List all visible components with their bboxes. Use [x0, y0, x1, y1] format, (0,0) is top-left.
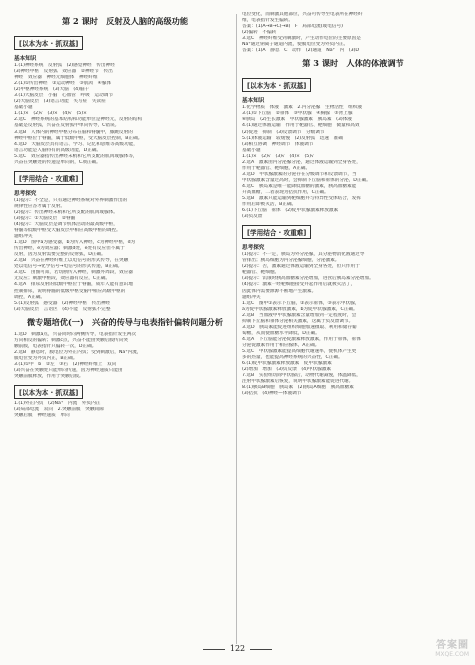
- answer-line: 甲状腺激素含量过高时，会抑制下丘脑和垂体的分泌，D正确。: [242, 177, 371, 183]
- answer-line: 5.选B 激素只能运输到靶细胞并与特异性受体结合，发挥: [242, 196, 361, 202]
- answer-line: (3)相互协调 神经调节 体液调节: [242, 141, 314, 147]
- answer-line: 6.(1)下丘脑 垂体 (2)促甲状腺激素释放激素: [242, 208, 339, 214]
- answer-line: (2)偏转 不偏转: [242, 30, 277, 36]
- answer-line: 2.(1)①传出神经 ②运动神经 ③肌肉 ④腺体: [14, 81, 112, 87]
- answer-line: 语言功能是人脑特有的高级功能，D正确。: [14, 147, 102, 153]
- answer-line: 反射，因为反射需要完整的反射弧，D正确。: [14, 252, 106, 258]
- answer-line: 5.选C 效应器指传出神经末梢和它所支配的肌肉或腺体等，: [14, 153, 138, 159]
- answer-line: 题组冲关: [14, 234, 33, 240]
- answer-line: 3.选B 人体内的神经中枢分布在脑和脊髓中，膝跳反射的: [14, 129, 133, 135]
- answer-line: (2)增加 增加 (3)负反馈 (4)甲状腺激素: [242, 367, 332, 373]
- answer-line: 4.选A 下丘脑能分泌促激素释放激素，作用于垂体，垂体: [242, 336, 361, 342]
- answer-line: 3.(1)①下丘脑 ②垂体 ③甲状腺 ④胸腺 ⑤肾上腺: [242, 111, 353, 117]
- answer-line: (1)提示：不全是，只有通过神经系统对外界刺激作出的: [14, 197, 128, 203]
- answer-line: 4.(1)通过体液运输 作用于靶器官、靶细胞 微量和高效: [242, 123, 360, 129]
- answer-line: 5.(1)反射弧 感受器 (2)神经中枢 传出神经: [14, 300, 111, 306]
- answer-line: 突触后膜 神经递质 单向: [14, 413, 70, 419]
- answer-line: a为促甲状腺激素释放激素，b为促甲状腺激素，C正确。: [242, 306, 358, 312]
- answer-line: (3)兴奋在突触处只能单向传递，因为神经递质只能由: [14, 367, 123, 373]
- subsection-heading: 基本知识: [14, 56, 37, 62]
- lesson-title: 第 3 课时 人体的体液调节: [302, 58, 404, 69]
- page-number: [0, 644, 475, 653]
- answer-line: 传出神经，e为效应器；刺激d处，e处有反应但不属于: [14, 246, 125, 252]
- answer-line: 管排出；胰岛细胞为内分泌腺细胞，分泌激素。: [242, 258, 340, 264]
- answer-line: 神经中枢位于脊髓，属于低级中枢，受大脑皮层控制，B正确。: [14, 135, 143, 141]
- answer-line: 6.(1)促甲状腺激素释放激素 促甲状腺激素: [242, 361, 332, 367]
- answer-line: 膜电位变为外负内正，B正确。: [14, 355, 78, 361]
- right-column: [242, 12, 464, 397]
- answer-line: (4)提示：激素一经靶细胞接受并起作用后就被灭活了，: [242, 282, 356, 288]
- left-column: [14, 12, 236, 419]
- answer-line: 1.(1)神经系统 反射弧 (2)感觉神经 传出神经: [14, 63, 115, 68]
- answer-line: (2)促进 抑制 (3)反馈调节 分级调节: [242, 129, 325, 135]
- answer-line: 方向相反的偏转；刺激c点，兴奋不能由突触后膜传向突: [14, 337, 128, 343]
- answer-line: 作用后即被灭活，B正确。: [242, 202, 297, 208]
- answer-line: 控制排尿，说明脊髓的低级中枢受脑中相应高级中枢的: [14, 288, 126, 294]
- answer-line: (3)局部电流 双向 2.突触前膜 突触间隙: [14, 407, 104, 413]
- answer-line: 3.(1)大脑皮层 小脑 心血管 呼吸 运动调节: [14, 93, 113, 99]
- answer-line: 1.(1)× (2)√ (3)× (4)√ (5)×: [14, 111, 87, 117]
- answer-line: 4.选C 胰岛素是唯一能降低血糖的激素，胰高血糖素能: [242, 183, 357, 189]
- answer-line: 神经 效应器 神经元细胞体 神经纤维: [14, 75, 98, 81]
- answer-line: 分泌促激素作用于相应腺体，A正确。: [242, 342, 320, 348]
- answer-line: (3)拮抗 (4)神经—体液调节: [242, 391, 302, 397]
- answer-line: (3)提示：①大脑皮层 ②脊髓: [14, 215, 76, 221]
- answer-line: 1.(1)× (2)√ (3)√ (4)× (5)√: [242, 153, 314, 159]
- answer-line: 基础是反射弧，兴奋在反射弧中单向传导，C错误。: [14, 123, 120, 129]
- answer-line: 突触前膜释放，作用于突触后膜。: [14, 374, 84, 380]
- answer-line: 无反应；刺激中枢段，效应器有反应，C正确。: [14, 276, 110, 282]
- column-divider: [236, 14, 237, 644]
- answer-line: Na⁺通过钠离子通道内流，使膜电位变为外负内正。: [242, 42, 349, 48]
- answer-block: [14, 63, 236, 166]
- answer-line: 5.(1)体液运输 较缓慢 (2)反射弧 迅速 准确: [242, 135, 343, 141]
- answer-line: 1.选D 图中a为感受器，b为传入神经，c为神经中枢，d为: [14, 240, 136, 246]
- answer-block: [14, 332, 236, 380]
- answer-line: 处以电信号→化学信号→电信号的形式传递，B正确。: [14, 264, 123, 270]
- answer-line: 答案：(1)A 静息 C 动作 (2)通道 Na⁺ 内 (3)D: [242, 48, 359, 54]
- answer-line: 触前膜，电表指针只偏转一次，D正确。: [14, 343, 97, 349]
- section-heading: [以本为本 · 抓双基]: [242, 78, 311, 92]
- section-heading: [学用结合 · 攻重难]: [14, 171, 83, 185]
- answer-line: 题组冲关: [242, 294, 261, 300]
- answer-line: 5.选C 甲状腺激素能提高细胞代谢速率，使机体产生更: [242, 348, 357, 354]
- answer-line: (3)提示：饥饿时胰高血糖素分泌增加，进食后胰岛素分泌增加。: [242, 276, 374, 282]
- answer-line: (2)大脑皮层 (3)语言功能 失写症 失读症: [14, 99, 106, 105]
- answer-line: 脊髓等低级中枢受大脑皮层中相应高级中枢的调控。: [14, 228, 121, 234]
- answer-line: 升高血糖，二者表现为拮抗作用，C正确。: [242, 189, 329, 195]
- answer-line: 1.化学物质 体液 激素 2.内分泌腺 生物活性 组织液: [242, 105, 363, 111]
- answer-line: (2)中枢神经系统 (3)大脑 (4)脑干: [14, 87, 90, 93]
- answer-line: 4.选A 排尿反射的低级中枢位于脊髓，成年人能有意识地: [14, 282, 133, 288]
- answer-line: (2)提示：传出神经末梢和它所支配的肌肉或腺体。: [14, 209, 118, 215]
- answer-line: 兴奋在突触处的传递是单向的，C项正确。: [14, 159, 101, 165]
- answer-line: 靶器官、靶细胞。: [242, 270, 280, 276]
- answer-line: 规律性应答才属于反射。: [14, 203, 66, 209]
- answer-line: ⑥胰岛 (2)生长激素 甲状腺激素 胰岛素 (3)体液: [242, 117, 352, 123]
- micro-topic-title: 微专题培优(一) 兴奋的传导与电表指针偏转问题分析: [26, 316, 224, 327]
- page-number-dash: [250, 649, 272, 650]
- answer-line: 2.选B 静息时，膜电位为外正内负；受到刺激后，Na⁺内流，: [14, 349, 142, 355]
- subsection-heading: 基本知识: [242, 98, 265, 105]
- answer-line: 1.选D 刺激a点，兴奋同时向两侧传导，电表指针发生两次: [14, 331, 137, 337]
- answer-line: 电位变化，而刺激其他部位，兴奋可传导至电表所在神经纤: [242, 12, 363, 17]
- answer-line: 基础小题: [14, 105, 33, 111]
- answer-line: 7.选B 实验组切除甲状腺后，动物代谢减慢，体温降低，: [242, 373, 361, 379]
- answer-line: 3.(1)①中 b ②左 ③右 (2)神经纤维上 双向: [14, 361, 117, 367]
- answer-line: 3.选D 甲状腺激素的分泌存在分级调节和反馈调节，当: [242, 171, 357, 177]
- section-heading: [以本为本 · 抓双基]: [14, 385, 83, 399]
- answer-line: 1.选C 图中①表示下丘脑，②表示垂体，③表示甲状腺，: [242, 300, 360, 306]
- answer-line: 1.(1)外正内负 (2)Na⁺ 内流 外负内正: [14, 401, 101, 407]
- answer-line: 3.选C 神经纤维受到刺激时，产生动作电位的主要原因是: [242, 36, 361, 42]
- answer-line: 答案：(1)A→B→C(→B) F 局部电流(或电信号): [242, 24, 343, 30]
- answer-block: [14, 198, 236, 313]
- answer-line: 2.选A 激素由内分泌腺分泌，通过体液运输到全身各处，: [242, 159, 361, 165]
- watermark-text: 答案圈: [436, 640, 469, 651]
- answer-line: 抑制下丘脑和垂体分泌相关激素，这属于负反馈调节。: [242, 318, 354, 324]
- answer-line: 3.选C 由图可知，若切断传入神经，刺激外周段，效应器: [14, 270, 133, 276]
- answer-block: [14, 401, 236, 419]
- section-heading: [以本为本 · 抓双基]: [14, 36, 83, 50]
- answer-line: 2.选B 兴奋在神经纤维上以电信号的形式传导，在突触: [14, 258, 129, 264]
- answer-block: [242, 12, 464, 54]
- answer-line: (4)提示：大脑皮层是调节机体活动的最高级中枢，: [14, 221, 118, 227]
- answer-block: [242, 252, 464, 397]
- answer-line: 2.选C 神经系统的基本结构和功能单位是神经元，反射的结构: [14, 117, 143, 123]
- answer-line: 8.(1)胰岛B细胞 胰岛素 (2)胰岛A细胞 胰高血糖素: [242, 385, 354, 391]
- answer-line: 注射甲状腺激素后恢复，说明甲状腺激素能促进代谢。: [242, 379, 354, 385]
- answer-line: 作用于靶器官、靶细胞，A正确。: [242, 165, 311, 171]
- watermark-logo: [435, 636, 469, 658]
- answer-line: 3.选D 胰岛素能促进组织细胞加速摄取、利用和储存葡: [242, 324, 357, 330]
- watermark-url: MXQE.COM: [435, 651, 469, 658]
- subsection-heading: 思考探究: [242, 245, 265, 252]
- answer-line: 2.选B 当血液中甲状腺激素含量增加到一定程度时，会: [242, 312, 357, 318]
- lesson-title: 第 2 课时 反射及人脑的高级功能: [61, 16, 189, 26]
- answer-line: (3)负反馈: [242, 214, 263, 220]
- answer-line: (3)大脑皮层 言语区 (4)不能 反射弧不完整: [14, 306, 111, 312]
- answer-line: (1)提示：不一定，胰岛为外分泌腺，其分泌物消化液通过导: [242, 252, 365, 258]
- answer-line: 萄糖，从而使血糖水平降低，D正确。: [242, 330, 320, 336]
- subsection-heading: 思考探究: [14, 190, 37, 197]
- answer-line: 基础小题: [242, 147, 261, 153]
- answer-line: 维，电表指针发生偏转。: [242, 18, 294, 24]
- answer-line: 调控，A正确。: [14, 294, 45, 300]
- answer-line: (3)神经中枢 反射弧 效应器 ②神经节 传出: [14, 69, 113, 75]
- answer-block: [242, 105, 464, 220]
- section-heading: [学用结合 · 攻重难]: [242, 225, 311, 239]
- answer-line: (2)提示：否，激素通过体液运输到全身各处，但只作用于: [242, 264, 360, 270]
- answer-line: 因此体内需要源源不断地产生激素。: [242, 288, 317, 294]
- page-number-value: 122: [229, 644, 246, 653]
- answer-line: 4.选D 大脑皮层具有语言、学习、记忆和思维等高级功能，: [14, 141, 138, 147]
- answer-line: 多的热量，也能提高神经系统的兴奋性，C正确。: [242, 355, 343, 361]
- page-number-dash: [203, 649, 225, 650]
